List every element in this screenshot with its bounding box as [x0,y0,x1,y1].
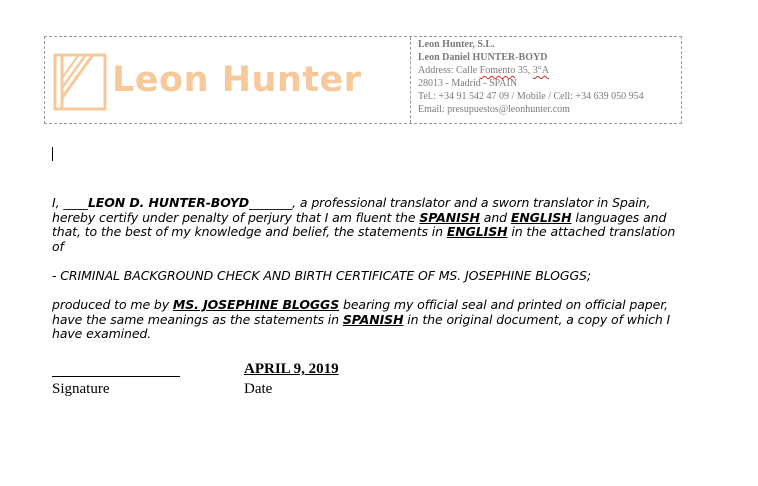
p1-intro: I, ____ [52,195,88,210]
phone-line: Tel.: +34 91 542 47 09 / Mobile / Cell: +34 639 050 954 [418,91,644,102]
letterhead-divider [410,37,411,123]
p1-after-name: _______, a professional translator and a sworn translator in Spain, hereby certify under penalty of perjury that I am fluent the [52,195,651,225]
p3-end: in the original document, a copy of which I have examined. [52,311,671,341]
document-item: - CRIMINAL BACKGROUND CHECK AND BIRTH CERTIFICATE OF MS. JOSEPHINE BLOGGS; [52,268,592,283]
letterhead [44,36,682,124]
target-language-2: ENGLISH [446,224,508,239]
source-language-2: SPANISH [342,311,404,327]
contact-block [418,38,676,116]
city-line: 28013 - Madrid - SPAIN [418,78,518,89]
address-mid: 35, [515,65,533,76]
client-name: MS. JOSEPHINE BLOGGS [172,297,340,312]
p1-mid: languages and that, to the best of my knowledge and belief, the statements in [52,209,667,239]
target-language: ENGLISH [510,209,572,225]
translator-name: LEON D. HUNTER-BOYD [87,195,250,210]
p3-mid: bearing my official seal and printed on official paper, have the same meanings as the statements in [52,297,669,327]
address-floor[interactable]: 3°A [532,65,549,76]
address-prefix: Address: Calle [418,65,480,76]
address-street[interactable]: Fomento [479,65,516,76]
p3-intro: produced to me by [52,297,173,312]
address-line [418,64,676,77]
produced-paragraph [52,298,682,342]
logo-text: Leon Hunter [112,60,362,100]
signature-line [52,376,180,377]
company-logo [52,52,362,112]
date-label: Date [244,381,273,397]
company-name: Leon Hunter, S.L. [418,39,495,50]
logo-mark-icon [52,52,108,112]
p1-and: and [479,209,511,225]
source-language: SPANISH [419,209,480,225]
person-name: Leon Daniel HUNTER-BOYD [418,52,548,63]
certification-paragraph [52,196,682,254]
signature-label: Signature [52,381,110,397]
email-line: Email: presupuestos@leonhunter.com [418,104,570,115]
date-value: APRIL 9, 2019 [244,361,339,377]
p1-end: in the attached translation of [52,224,676,254]
text-caret [52,147,53,161]
